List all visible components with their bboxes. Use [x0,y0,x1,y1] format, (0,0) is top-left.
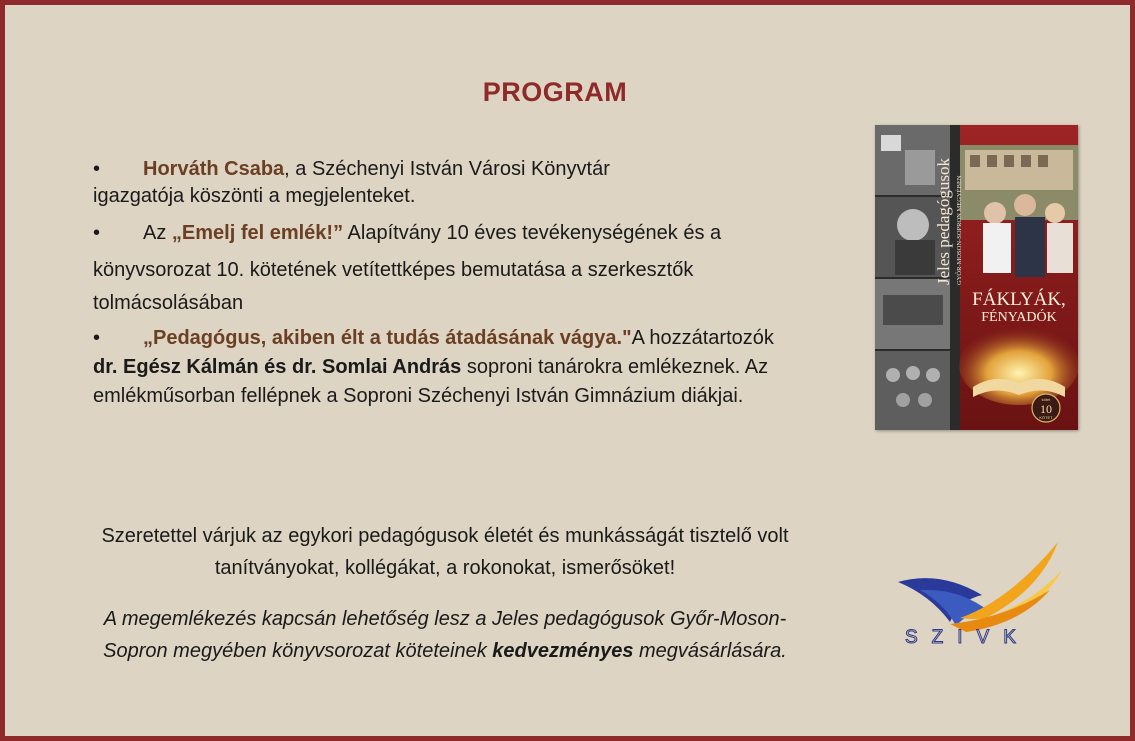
invitation-text [45,520,845,584]
program-item-2 [93,219,853,248]
item2-text-cont: könyvsorozat 10. kötetének vetítettképes bemutatása a szerkesztők [93,259,694,281]
cover-region: GYŐR-MOSON-SOPRON MEGYÉBEN [956,175,963,285]
bullet: • [93,158,101,180]
program-item-1-cont [93,182,853,211]
speaker-name: Horváth Csaba [143,158,285,180]
item2-text-cont2: tolmácsolásában [93,292,244,314]
cover-series: Jeles pedagógusok [934,157,953,285]
item3-text: A hozzátartozók [631,327,774,349]
book-cover [875,125,1078,430]
cover-title-2: FÉNYADÓK [981,310,1057,325]
foundation-name: „Emelj fel emlék!” [171,222,344,244]
purchase-note [45,603,845,667]
program-item-2-cont [93,256,853,285]
cover-title-1: FÁKLYÁK, [972,289,1066,310]
bullet: • [93,222,101,244]
item2-text: Alapítvány 10 éves tevékenységének és a [343,222,722,244]
invitation-line-2: tanítványokat, kollégákat, a rokonokat, ismerősöket! [214,557,676,579]
badge-number: 10 [1040,402,1052,416]
badge-top: kötet [1041,397,1051,402]
program-item-3 [93,324,853,353]
program-item-3-cont2 [93,382,853,411]
page-title: PROGRAM [482,77,628,107]
logo-text: SZIVK [905,627,1030,648]
note-line-2 [45,635,845,667]
program-quote: „Pedagógus, akiben élt a tudás átadásának vágya." [143,327,632,349]
program-item-1 [93,155,853,184]
badge-bottom: KÖTET [1039,415,1053,420]
program-item-2-cont2 [93,289,853,318]
item1-text-cont: igazgatója köszönti a megjelenteket. [93,185,416,207]
item2-prefix: Az [143,222,172,244]
bullet: • [93,327,101,349]
note-text-b: megvásárlására. [633,640,787,662]
program-list [93,155,853,411]
invitation-line-1: Szeretettel várjuk az egykori pedagógusok életét és munkásságát tisztelő volt [101,525,789,547]
item1-text: , a Széchenyi István Városi Könyvtár [284,158,610,180]
note-text-a: Sopron megyében könyvsorozat köteteinek [103,640,493,662]
note-bold: kedvezményes [492,640,634,662]
honoree-names: dr. Egész Kálmán és dr. Somlai András [93,356,462,378]
item3-text-cont2: emlékműsorban fellépnek a Soproni Széchenyi István Gimnázium diákjai. [93,385,744,407]
program-item-3-cont [93,353,853,382]
item3-text-cont: soproni tanárokra emlékeznek. Az [461,356,769,378]
note-line-1: A megemlékezés kapcsán lehetőség lesz a Jeles pedagógusok Győr-Moson- [103,608,787,630]
